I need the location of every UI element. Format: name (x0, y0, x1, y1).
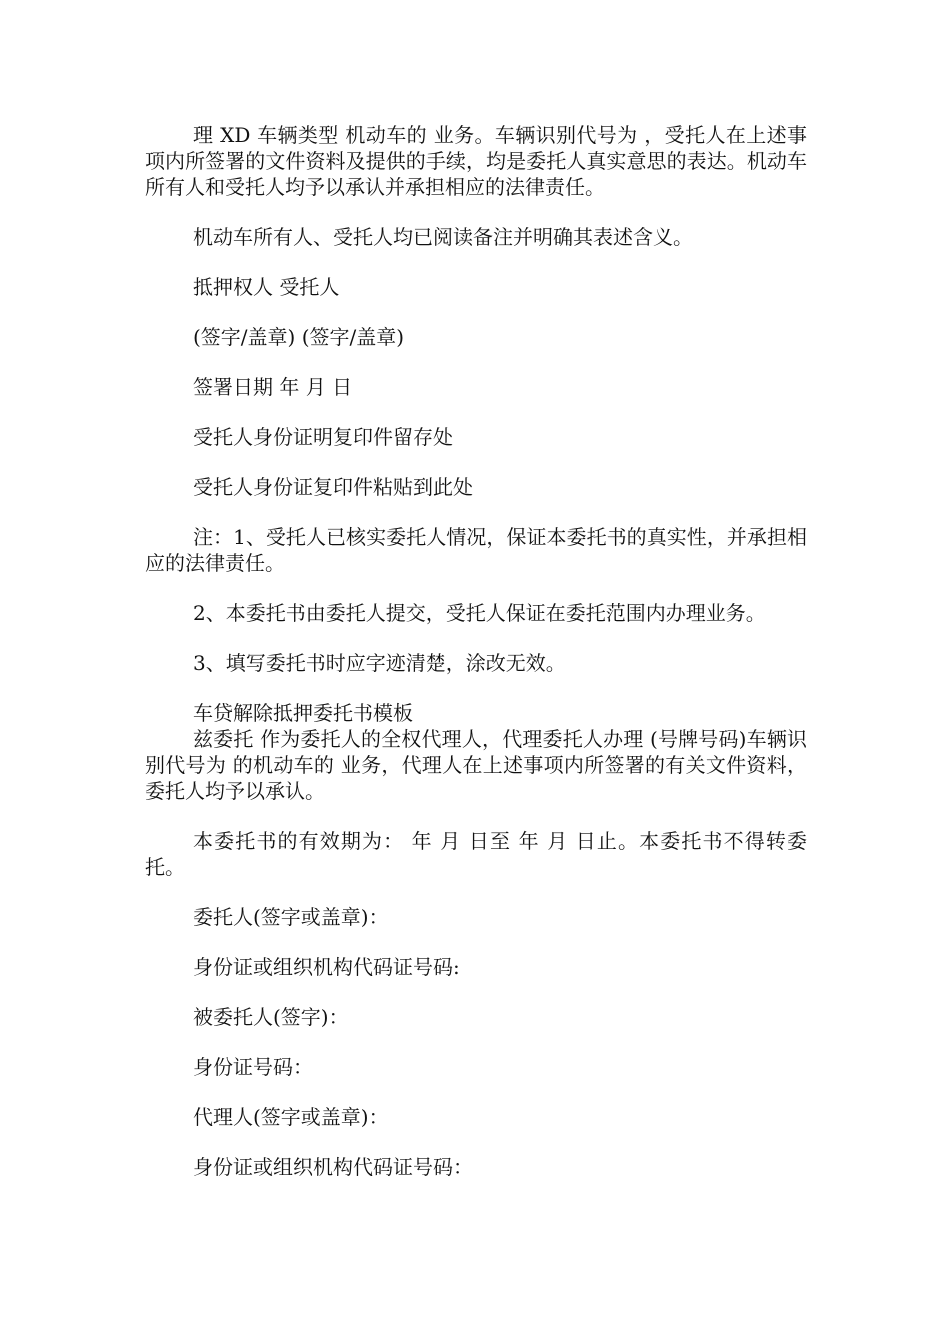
document-body (145, 122, 807, 1204)
paragraph-parties: 抵押权人 受托人 (193, 275, 340, 299)
paragraph-id-copy-paste: 受托人身份证复印件粘贴到此处 (193, 475, 473, 499)
paragraph-note-2: 2、本委托书由委托人提交，受托人保证在委托范围内办理业务。 (193, 601, 766, 625)
field-delegate-signature: 被委托人(签字)： (193, 1005, 349, 1029)
paragraph-id-copy-storage: 受托人身份证明复印件留存处 (193, 425, 453, 449)
paragraph-delegation: 兹委托 作为委托人的全权代理人，代理委托人办理 (号牌号码)车辆识别代号为 的机动车的 业务，代理人在上述事项内所签署的有关文件资料，委托人均予以承认。 (145, 727, 807, 803)
paragraph-sign-date: 签署日期 年 月 日 (193, 375, 353, 399)
paragraph-acknowledgement: 机动车所有人、受托人均已阅读备注并明确其表述含义。 (193, 225, 693, 249)
field-principal-signature: 委托人(签字或盖章)： (193, 905, 389, 929)
paragraph-validity: 本委托书的有效期为： 年 月 日至 年 月 日止。本委托书不得转委托。 (145, 829, 807, 879)
paragraph-note-3: 3、填写委托书时应字迹清楚，涂改无效。 (193, 651, 566, 675)
paragraph-authorization-scope: 理 XD 车辆类型 机动车的 业务。车辆识别代号为 ，受托人在上述事项内所签署的文件资料及提供的手续，均是委托人真实意思的表达。机动车所有人和受托人均予以承认并承担相应的法律责任。 (145, 123, 807, 199)
paragraph-signatures: (签字/盖章) (签字/盖章) (193, 325, 405, 349)
field-agent-signature: 代理人(签字或盖章)： (193, 1105, 389, 1129)
field-principal-id: 身份证或组织机构代码证号码: (193, 955, 460, 979)
paragraph-note-1: 注：1、受托人已核实委托人情况，保证本委托书的真实性，并承担相应的法律责任。 (145, 525, 807, 575)
section-title: 车贷解除抵押委托书模板 (193, 701, 413, 725)
field-delegate-id: 身份证号码： (193, 1055, 313, 1079)
field-agent-id: 身份证或组织机构代码证号码： (193, 1155, 473, 1179)
